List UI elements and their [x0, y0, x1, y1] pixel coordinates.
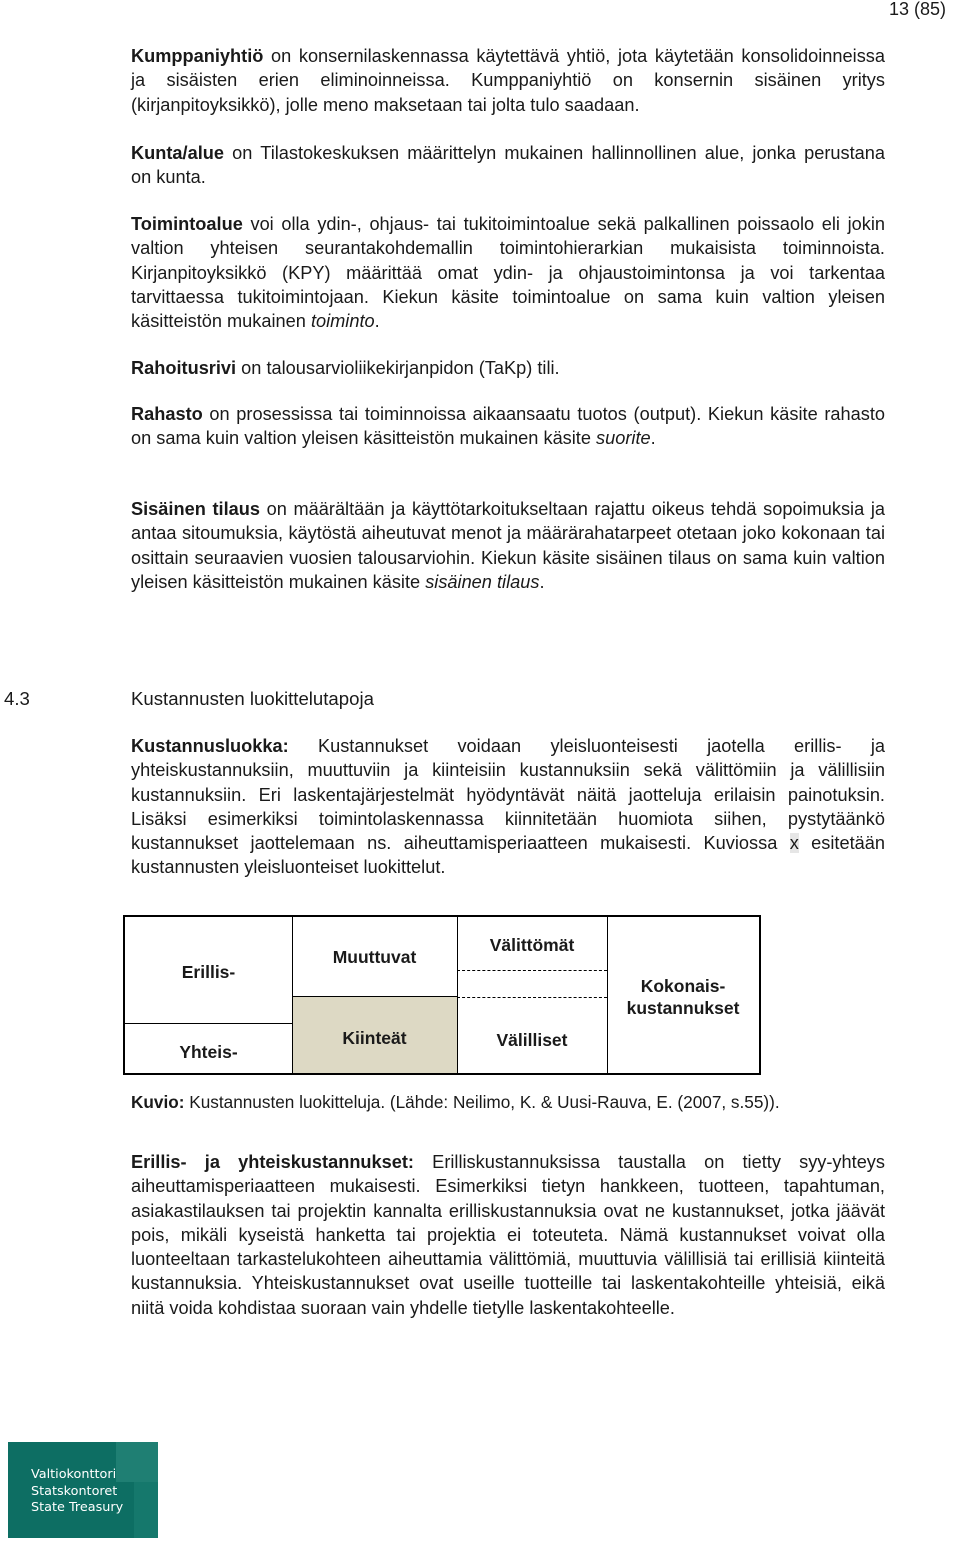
paragraph-kustannusluokka: [131, 734, 885, 880]
italic-term: toiminto: [310, 311, 375, 332]
caption-label: Kuvio:: [131, 1092, 185, 1112]
label-line: Kokonais-: [640, 976, 726, 996]
page-number: 13 (85): [888, 0, 946, 19]
state-treasury-logo: [8, 1442, 158, 1538]
label-kiinteat: Kiinteät: [342, 1028, 407, 1048]
figure-reference: x: [789, 833, 799, 854]
section-number: 4.3: [4, 688, 30, 709]
logo-text: [31, 1467, 123, 1517]
punctuation: .: [650, 428, 656, 449]
paragraph-rahoitusrivi: [131, 356, 885, 380]
term: Toimintoalue: [131, 214, 243, 234]
divider: [292, 917, 293, 1073]
figure-caption: [131, 1092, 780, 1113]
paragraph-rahasto: [131, 402, 885, 451]
term: Sisäinen tilaus: [131, 499, 260, 519]
definition-text: Kustannukset voidaan yleisluonteisesti jaotella erillis- ja yhteiskustannuksiin, muuttuviin ja kiinteisiin kustannuksiin sekä välittömiin ja välillisiin kustannuksiin. Eri laskentajärjestelmät hyödyntävät näitä jaotteluja erilaisin painotuksin. Lisäksi esimerkiksi toimintolaskennassa kiinnitetään huomiota siihen, pystytäänkö kustannukset jaottelemaan ns. aiheuttamisperiaatteen mukaisesti. Kuviossa: [131, 736, 885, 854]
divider: [457, 997, 607, 998]
paragraph-toimintoalue: [131, 212, 885, 333]
label-valittomat: Välittömät: [489, 935, 575, 955]
italic-term: sisäinen tilaus: [425, 571, 540, 592]
logo-line: Valtiokonttori: [31, 1467, 117, 1482]
divider: [125, 1023, 292, 1024]
definition-text: Erilliskustannuksissa taustalla on tietty syy-yhteys aiheuttamisperiaatteen mukaisesti. Esimerkiksi tietyn hankkeen, tuotteen, tapahtuman, asiakastilauksen tai projektin kannalta erilliskustannuksia ovat ne kustannukset, jotka jäävät pois, mikäli kyseistä hanketta tai projektia ei toteuteta. Nämä kustannukset voivat olla luonteeltaan tarkastelukohteen aiheuttamia välittömiä, muuttuvia välillisiä tai erillisiä kiinteitä kustannuksia. Yhteiskustannukset ovat useille tuotteille tai laskentakohteille yhteisiä, eikä niitä voida kohdistaa suoraan vain yhdelle tietylle laskentakohteelle.: [131, 1152, 885, 1318]
logo-line: Statskontoret: [31, 1483, 118, 1499]
term: Rahoitusrivi: [131, 358, 237, 378]
definition-text-end: esitetään kustannusten yleisluonteiset luokittelut.: [131, 833, 886, 878]
term: Kumppaniyhtiö: [131, 46, 264, 66]
punctuation: .: [539, 571, 545, 592]
section-title: Kustannusten luokittelutapoja: [131, 688, 374, 709]
label-kokonaiskustannukset: [607, 975, 759, 1019]
caption-text: Kustannusten luokitteluja. (Lähde: Neilimo, K. & Uusi-Rauva, E. (2007, s.55)).: [184, 1092, 780, 1112]
paragraph-kumppaniyhtio: [131, 44, 885, 117]
definition-text: on talousarvioliikekirjanpidon (TaKp) tili.: [236, 358, 560, 378]
definition-text: on Tilastokeskuksen määrittelyn mukainen hallinnollinen alue, jonka perustana on kunta.: [131, 143, 885, 188]
label-line: kustannukset: [626, 998, 740, 1018]
divider: [457, 970, 607, 971]
label-valilliset: Välilliset: [496, 1030, 568, 1050]
definition-text: on prosessissa tai toiminnoissa aikaansaatu tuotos (output). Kiekun käsite rahasto on sama kuin valtion yleisen käsitteistön mukainen käsite: [131, 404, 885, 449]
term: Rahasto: [131, 404, 203, 424]
cost-classification-diagram: [123, 915, 761, 1075]
label-erillis: Erillis-: [181, 962, 236, 982]
paragraph-kunta-alue: [131, 141, 885, 190]
definition-text: voi olla ydin-, ohjaus- tai tukitoimintoalue sekä palkallinen poissaolo eli jokin valtion yhteisen seurantakohdemallin toimintohierarkian mukaisista toiminnoista. Kirjanpitoyksikkö (KPY) määrittää omat ydin- ja ohjaustoimintonsa ja voi tarkentaa tarvittaessa tukitoimintojaan. Kiekun käsite toimintoalue on sama kuin valtion yleisen käsitteistön mukainen: [131, 214, 885, 332]
definition-text: on konsernilaskennassa käytettävä yhtiö, jota käytetään konsolidoinneissa ja sisäisten erien eliminoinneissa. Kumppaniyhtiö on konsernin sisäinen yritys (kirjanpitoyksikkö), jolle meno maksetaan tai jolta tulo saadaan.: [131, 46, 885, 115]
term: Erillis- ja yhteiskustannukset:: [131, 1152, 414, 1172]
divider: [292, 996, 457, 997]
paragraph-erillis-yhteiskustannukset: [131, 1150, 885, 1320]
term: Kunta/alue: [131, 143, 224, 163]
definition-text: on määrältään ja käyttötarkoitukseltaan rajattu oikeus tehdä sopoimuksia ja antaa sitoumuksia, käytöstä aiheutuvat menot ja määrärahatarpeet otetaan joko kokonaan tai osittain seuraavien vuosien talousarviohin. Kiekun käsite sisäinen tilaus on sama kuin valtion yleisen käsitteistön mukainen käsite: [131, 499, 886, 592]
label-yhteis: Yhteis-: [179, 1042, 238, 1062]
term: Kustannusluokka:: [131, 736, 289, 756]
logo-line: State Treasury: [31, 1500, 124, 1515]
punctuation: .: [374, 311, 380, 332]
paragraph-sisainen-tilaus: [131, 497, 885, 594]
label-muuttuvat: Muuttuvat: [332, 947, 417, 967]
italic-term: suorite: [596, 428, 651, 449]
